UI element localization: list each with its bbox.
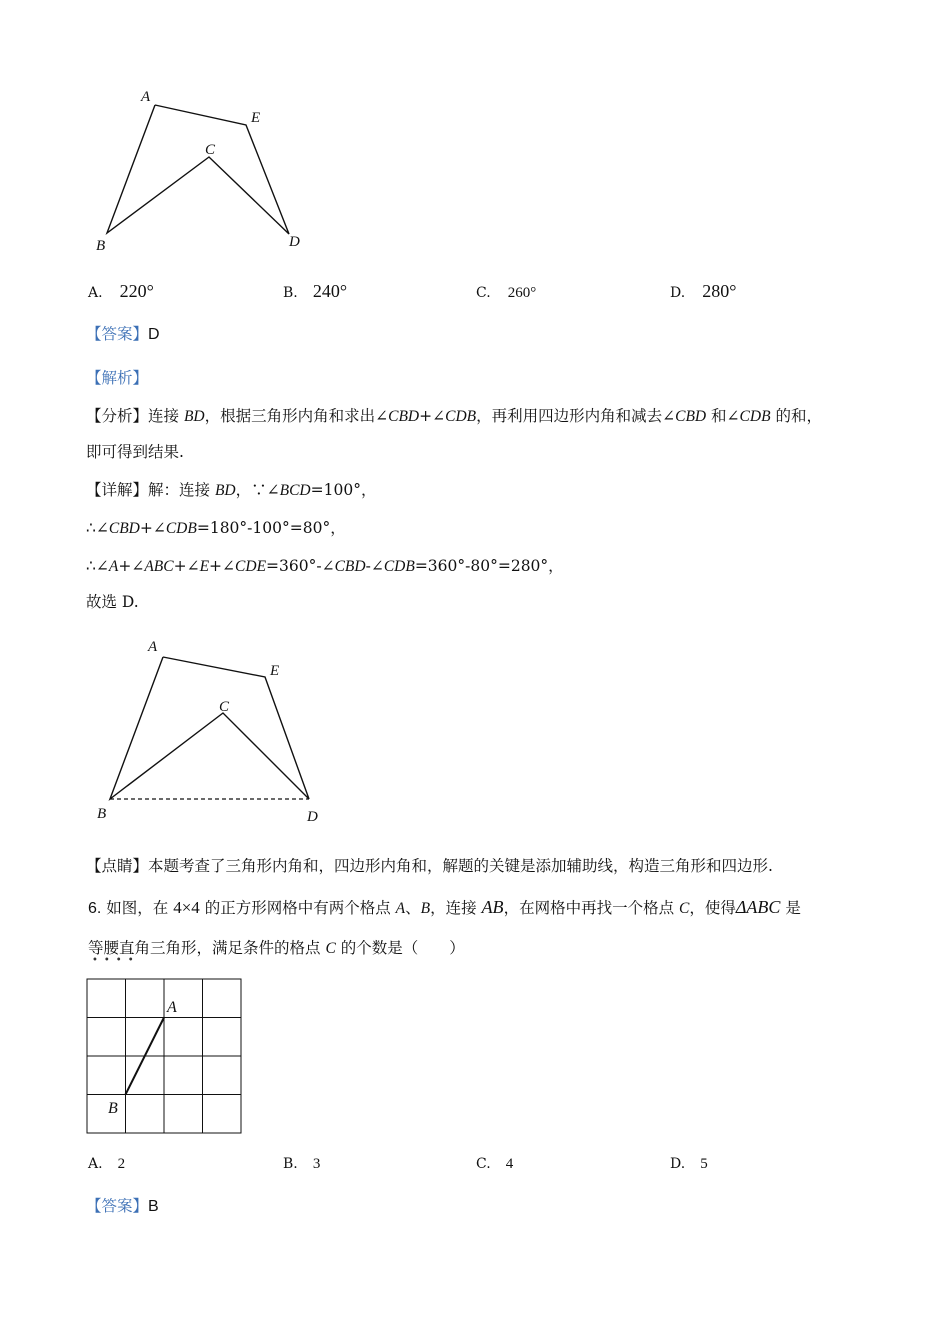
text-part: ∴∠ (86, 519, 109, 537)
text-part: =360°-∠ (266, 557, 335, 575)
option-value: 280° (702, 281, 737, 301)
fig2-label-c: C (219, 699, 230, 715)
q6-option-a (88, 1153, 125, 1173)
q5-fenxi-line1 (86, 406, 822, 427)
math-expr: 4×4 (173, 898, 200, 917)
math-var: A (108, 558, 119, 575)
math-var: E (199, 558, 210, 575)
fig2-label-b: B (97, 806, 107, 822)
math-var: CDB (383, 558, 415, 575)
text-part: 、 (405, 899, 421, 917)
q5-option-b (283, 281, 347, 302)
text-part: 的正方形网格中有两个格点 (199, 899, 396, 917)
math-var: CDE (235, 558, 267, 575)
option-label: A. (88, 1156, 103, 1172)
math-var: ΔABC (735, 897, 781, 917)
text-part: 即可得到结果. (86, 443, 184, 461)
fig1-label-e: E (251, 110, 261, 126)
q5-analysis-tag (86, 368, 148, 388)
fig1-label-c: C (205, 142, 216, 158)
math-var: AB (481, 897, 504, 917)
fig1-label-d: D (289, 234, 300, 250)
math-var: CBD (108, 520, 140, 537)
math-var: A (395, 900, 406, 917)
text-part: +∠ (209, 557, 236, 575)
text-part: 和∠ (706, 407, 740, 425)
math-var: BCD (279, 482, 311, 499)
math-var: B (420, 900, 431, 917)
q5-xiangjie-line4 (86, 592, 139, 612)
math-var: CDB (445, 408, 477, 425)
option-label: C. (476, 1156, 491, 1172)
q5-option-c (476, 282, 536, 302)
answer-value: D (148, 326, 160, 343)
q6-answer (86, 1196, 159, 1217)
text-part: 解：连接 (148, 481, 215, 499)
math-var: BD (214, 482, 236, 499)
text-part: +∠ (139, 519, 166, 537)
answer-tag: 【答案】 (86, 1197, 149, 1215)
figure-quadrilateral-2 (90, 630, 340, 830)
q6-line1 (88, 897, 801, 919)
option-value: 5 (700, 1156, 708, 1172)
text-part: =360°-80°=280°， (414, 557, 564, 575)
math-var: CBD (675, 408, 707, 425)
text-part: +∠ (173, 557, 200, 575)
q6-line2 (88, 938, 465, 959)
math-var: ABC (144, 558, 174, 575)
text-part: ，根据三角形内角和求出∠ (204, 407, 389, 425)
text-part: 如图，在 (106, 899, 174, 917)
q5-answer (86, 324, 160, 345)
figure-quadrilateral-1 (85, 80, 325, 260)
option-label: B. (283, 1156, 298, 1172)
option-label: D. (670, 1156, 686, 1172)
text-part: =100°， (310, 481, 377, 499)
fig3-label-b: B (108, 1100, 118, 1117)
question-number: 6. (88, 900, 102, 917)
figure-grid (80, 972, 250, 1142)
text-part: -∠ (365, 557, 384, 575)
option-value: 240° (312, 281, 348, 301)
option-value: 260° (507, 285, 537, 301)
text-part: 连接 (148, 407, 184, 425)
text-part: 故选 D. (86, 593, 139, 611)
q6-option-d (670, 1153, 708, 1173)
math-var: CBD (334, 558, 366, 575)
text-part: ，∵∠ (235, 481, 280, 499)
q5-option-d (670, 281, 736, 302)
text-part: ，再利用四边形内角和减去∠ (476, 407, 676, 425)
emphasis-dots: •••• (92, 955, 140, 966)
text-part: +∠ (419, 407, 446, 425)
q5-xiangjie-line2 (86, 518, 346, 539)
text-part: =180°-100°=80°， (196, 519, 346, 537)
dianjing-text: 本题考查了三角形内角和，四边形内角和，解题的关键是添加辅助线，构造三角形和四边形. (148, 857, 773, 875)
option-value: 4 (505, 1156, 514, 1172)
dianjing-tag: 【点睛】 (86, 857, 149, 875)
option-label: D. (670, 285, 686, 301)
q6-option-b (283, 1153, 320, 1173)
fig2-label-e: E (270, 663, 280, 679)
fig2-label-a: A (148, 639, 158, 655)
option-label: A. (88, 285, 103, 301)
option-label: C. (476, 285, 491, 301)
analysis-tag: 【解析】 (86, 369, 149, 387)
math-var: C (325, 940, 336, 957)
text-part: ，连接 (430, 899, 482, 917)
math-var: BD (183, 408, 205, 425)
option-value: 3 (312, 1156, 321, 1172)
math-var: CDB (739, 408, 771, 425)
text-part: ，在网格中再找一个格点 (503, 899, 679, 917)
math-var: CBD (388, 408, 420, 425)
text-part: 等腰直角三角形，满足条件的格点 (88, 939, 326, 957)
q6-option-c (476, 1153, 513, 1173)
text-part: 是 (780, 899, 801, 917)
text-part: 的和， (770, 407, 822, 425)
q5-option-a (88, 281, 154, 302)
q5-dianjing (86, 856, 773, 876)
text-part: ∴∠ (86, 557, 109, 575)
math-var: CDB (165, 520, 197, 537)
fig1-label-b: B (96, 238, 106, 254)
text-part: ，使得 (689, 899, 736, 917)
fenxi-tag: 【分析】 (86, 407, 149, 425)
answer-value: B (148, 1198, 159, 1215)
q5-xiangjie-line1 (86, 480, 376, 501)
option-value: 220° (119, 281, 154, 301)
q5-fenxi-line2 (86, 442, 184, 462)
option-value: 2 (117, 1156, 126, 1172)
q5-xiangjie-line3 (86, 556, 564, 577)
answer-tag: 【答案】 (86, 325, 149, 343)
math-var: C (679, 900, 690, 917)
option-label: B. (283, 285, 298, 301)
xiangjie-tag: 【详解】 (86, 481, 149, 499)
fig1-label-a: A (141, 89, 151, 105)
text-part: 的个数是（ ） (335, 939, 465, 957)
fig3-label-a: A (167, 999, 177, 1016)
text-part: +∠ (118, 557, 145, 575)
fig2-label-d: D (307, 809, 318, 825)
